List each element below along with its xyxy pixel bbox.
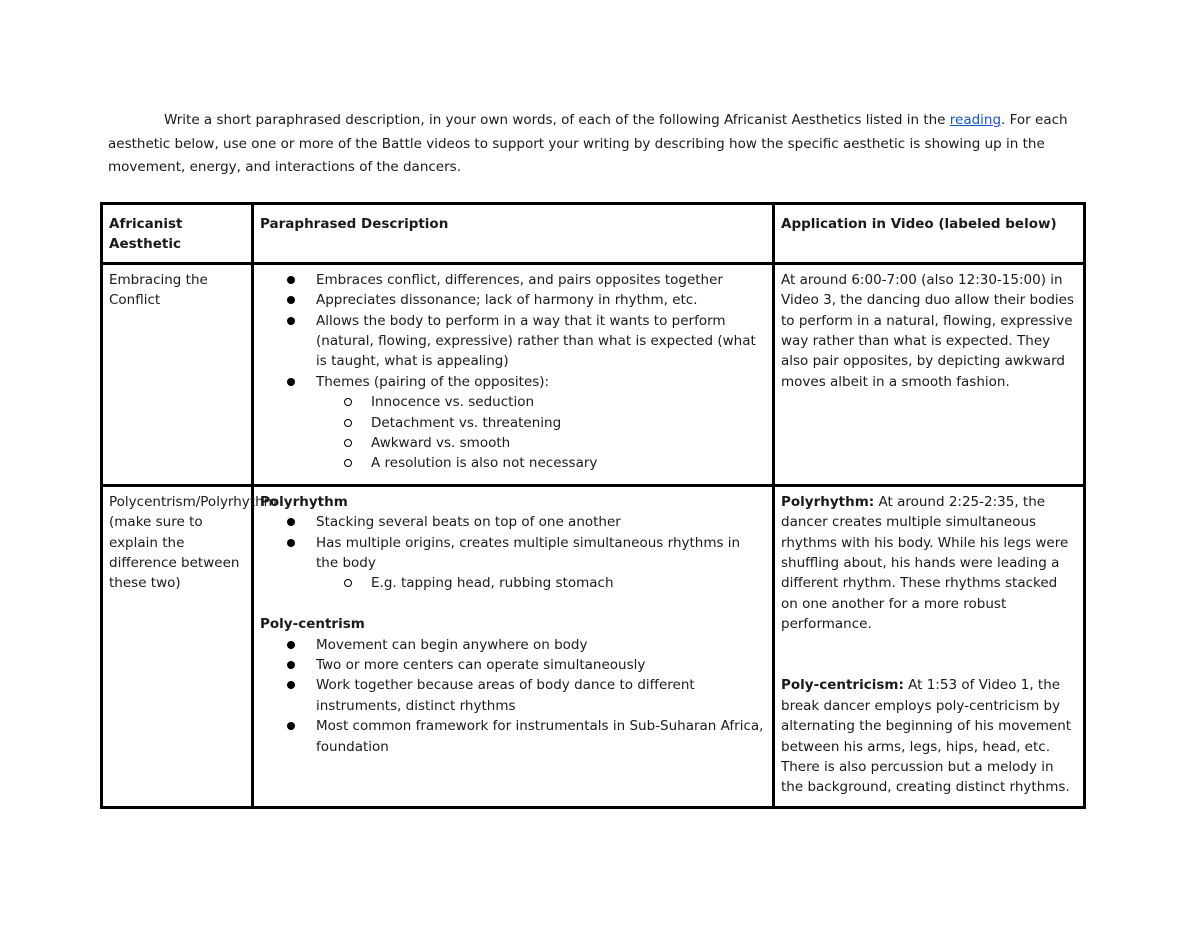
sub-list-item: Awkward vs. smooth	[260, 433, 766, 453]
circle-bullet-icon	[344, 439, 352, 447]
aesthetic-cell: Embracing the Conflict	[102, 263, 253, 485]
list-item: Stacking several beats on top of one another	[260, 512, 766, 532]
polycentrism-list	[260, 635, 766, 757]
polyrhythm-application: Polyrhythm: At around 2:25-2:35, the dancer creates multiple simultaneous rhythms with his body. While his legs were shuffling about, his hands were leading a different rhythm. These rhythms stacked on one another for a more robust performance.	[781, 493, 1069, 633]
circle-bullet-icon	[344, 459, 352, 467]
bullet-icon	[287, 641, 295, 649]
bullet-icon	[287, 276, 295, 284]
list-item: Allows the body to perform in a way that it wants to perform (natural, flowing, expressive) rather than what is expected (what is taught, what is appealing)	[260, 311, 766, 372]
bullet-icon	[287, 722, 295, 730]
application-cell	[774, 485, 1085, 807]
list-item: Appreciates dissonance; lack of harmony in rhythm, etc.	[260, 290, 766, 310]
sub-list-item: Innocence vs. seduction	[260, 392, 766, 412]
list-item: Movement can begin anywhere on body	[260, 635, 766, 655]
application-cell: At around 6:00-7:00 (also 12:30-15:00) in Video 3, the dancing duo allow their bodies to perform in a natural, flowing, expressive way rather than what is expected. They also pair opposites, by depicting awkward moves albeit in a smooth fashion.	[774, 263, 1085, 485]
bullet-icon	[287, 296, 295, 304]
sub-list	[316, 392, 766, 474]
circle-bullet-icon	[344, 419, 352, 427]
description-cell	[253, 263, 774, 485]
polycentrism-heading: Poly-centrism	[260, 616, 365, 633]
intro-text-after: . For each aesthetic below, use one or more of the Battle videos to support your writing by describing how the specific aesthetic is showing up in the movement, energy, and interactions of the dancers.	[108, 112, 1068, 175]
bullet-icon	[287, 539, 295, 547]
bullet-icon	[287, 518, 295, 526]
aesthetic-cell: Polycentrism/Polyrhythm (make sure to explain the difference between these two)	[102, 485, 253, 807]
table-row	[102, 263, 1085, 485]
sub-list-item: A resolution is also not necessary	[260, 453, 766, 473]
list-item: Work together because areas of body dance to different instruments, distinct rhythms	[260, 675, 766, 716]
spacer	[260, 594, 766, 614]
spacer	[781, 635, 1077, 676]
list-item: Themes (pairing of the opposites): Innocence vs. seduction Detachment vs. threatening Awkward vs. smooth A resolution is also not necessary	[260, 372, 766, 474]
aesthetics-table	[100, 202, 1086, 809]
sub-list-item: Detachment vs. threatening	[260, 413, 766, 433]
list-item: Most common framework for instrumentals in Sub-Suharan Africa, foundation	[260, 716, 766, 757]
sub-list-item: E.g. tapping head, rubbing stomach	[260, 573, 766, 593]
circle-bullet-icon	[344, 579, 352, 587]
polyrhythm-list	[260, 512, 766, 594]
list-item: Has multiple origins, creates multiple simultaneous rhythms in the body E.g. tapping head, rubbing stomach	[260, 533, 766, 594]
polyrhythm-heading: Polyrhythm	[260, 493, 348, 510]
bullet-icon	[287, 378, 295, 386]
table-row	[102, 485, 1085, 807]
intro-text-before: Write a short paraphrased description, in your own words, of each of the following Africanist Aesthetics listed in the	[164, 112, 950, 128]
header-aesthetic: Africanist Aesthetic	[102, 204, 253, 264]
description-cell	[253, 485, 774, 807]
instructions-paragraph	[108, 109, 1083, 180]
bullet-icon	[287, 661, 295, 669]
bullet-icon	[287, 681, 295, 689]
reading-link[interactable]: reading	[949, 112, 1002, 128]
header-application: Application in Video (labeled below)	[774, 204, 1085, 264]
bullet-icon	[287, 317, 295, 325]
header-description: Paraphrased Description	[253, 204, 774, 264]
list-item: Two or more centers can operate simultaneously	[260, 655, 766, 675]
polycentrism-label: Poly-centricism:	[781, 677, 904, 694]
description-list	[260, 270, 766, 474]
list-item: Embraces conflict, differences, and pairs opposites together	[260, 270, 766, 290]
polyrhythm-label: Polyrhythm:	[781, 493, 875, 510]
sub-list	[316, 573, 766, 593]
table-header-row	[102, 204, 1085, 264]
polycentrism-application: Poly-centricism: At 1:53 of Video 1, the break dancer employs poly-centricism by alternating the beginning of his movement between his arms, legs, hips, head, etc. There is also percussion but a melody in the background, creating distinct rhythms.	[781, 677, 1072, 796]
circle-bullet-icon	[344, 398, 352, 406]
